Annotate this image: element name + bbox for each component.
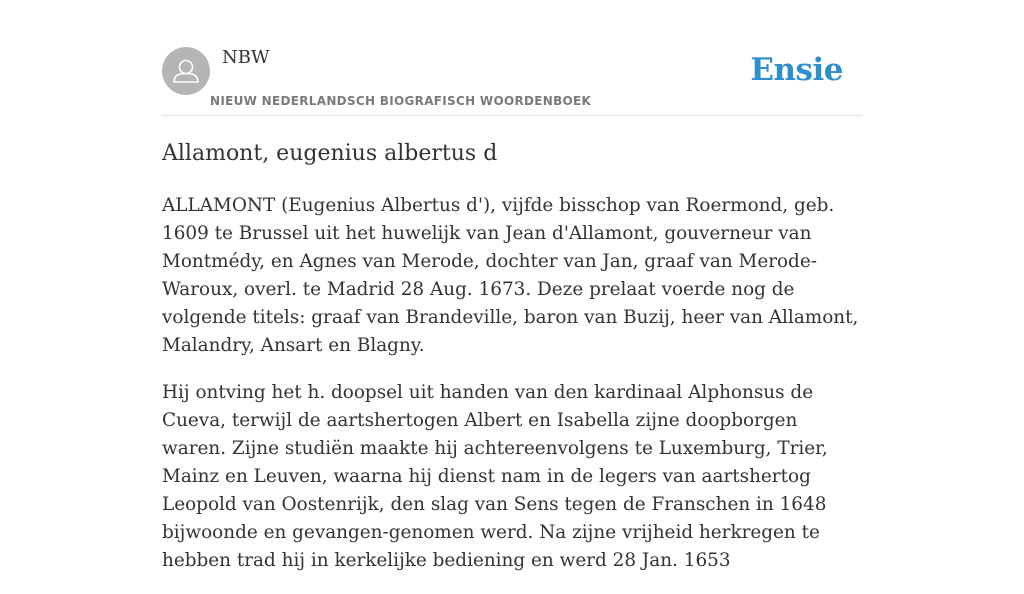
source-header <box>162 46 862 116</box>
article-paragraph: Hij ontving het h. doopsel uit handen van den kardinaal Alphonsus de Cueva, terwijl de aartshertogen Albert en Isabella zijne doopborgen waren. Zijne studiën maakte hij achtereenvolgens te Luxemburg, Trier, Mainz en Leuven, waarna hij dienst nam in de legers van aartshertog Leopold van Oostenrijk, den slag van Sens tegen de Franschen in 1648 bijwoonde en gevangen-genomen werd. Na zijne vrijheid herkregen te hebben trad hij in kerkelijke bediening en werd 28 Jan. 1653 <box>162 382 828 571</box>
source-subtitle: NIEUW NEDERLANDSCH BIOGRAFISCH WOORDENBOEK <box>210 94 592 108</box>
brand-logo[interactable]: Ensie <box>750 52 843 88</box>
avatar[interactable] <box>162 47 210 95</box>
source-name[interactable]: NBW <box>222 47 270 68</box>
article-title: Allamont, eugenius albertus d <box>162 141 498 166</box>
user-placeholder-icon <box>162 47 210 95</box>
article-body <box>162 192 867 594</box>
article-paragraph: ALLAMONT (Eugenius Albertus d'), vijfde bisschop van Roermond, geb. 1609 te Brussel uit het huwelijk van Jean d'Allamont, gouverneur van Montmédy, en Agnes van Merode, dochter van Jan, graaf van Merode-Waroux, overl. te Madrid 28 Aug. 1673. Deze prelaat voerde nog de volgende titels: graaf van Brandeville, baron van Buzij, heer van Allamont, Malandry, Ansart en Blagny. <box>162 195 859 356</box>
